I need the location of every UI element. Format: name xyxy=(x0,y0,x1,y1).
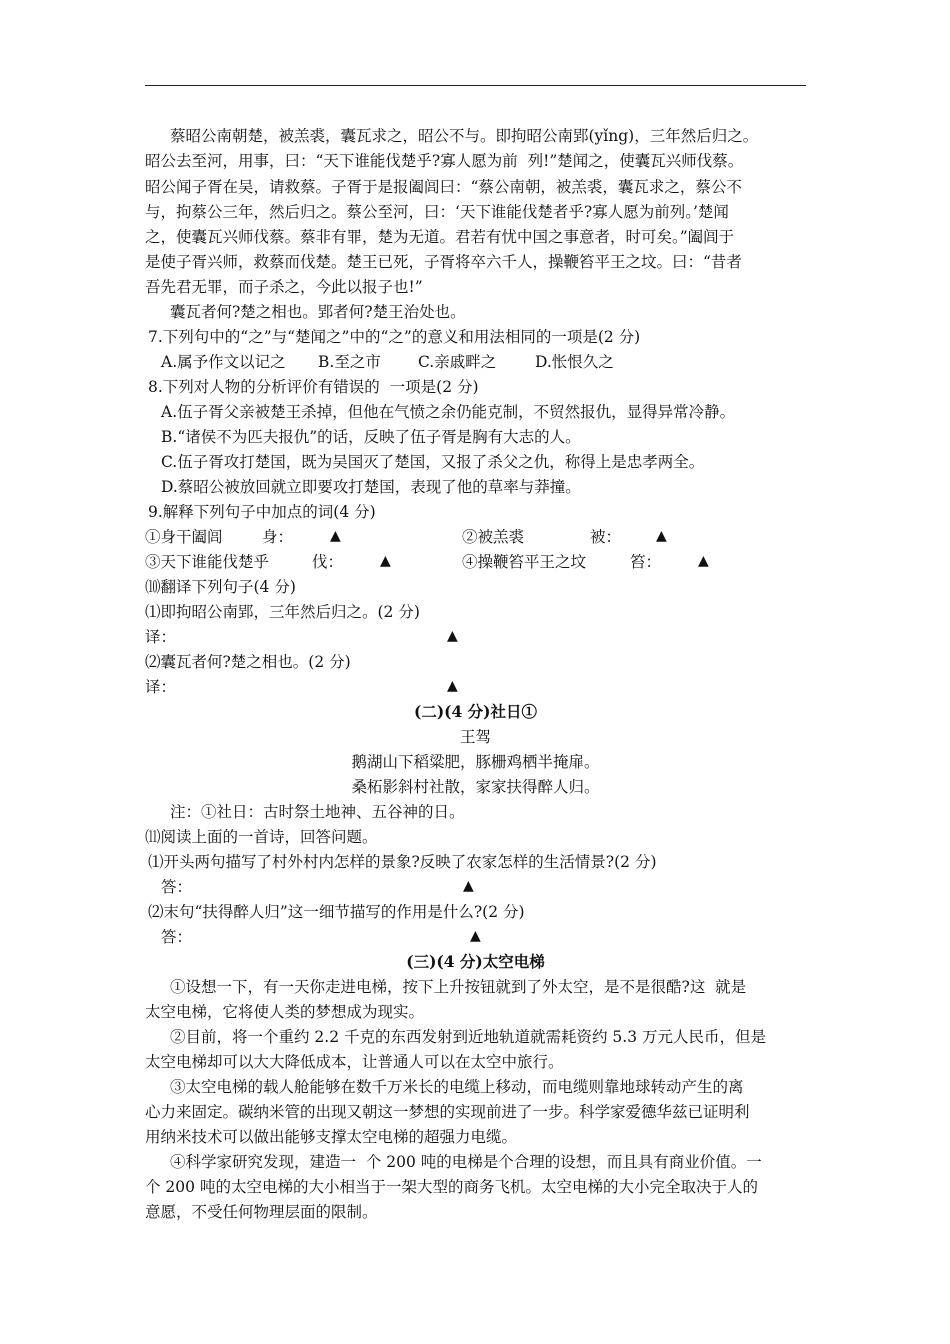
translation-label: 译： xyxy=(145,628,177,646)
q7-option-c: C.亲戚畔之 xyxy=(418,353,497,371)
question-10-stem: ⑽翻译下列句子(4 分) xyxy=(145,578,296,596)
answer-triangle[interactable]: ▲ xyxy=(656,528,667,544)
answer-triangle[interactable]: ▲ xyxy=(698,553,709,569)
passage1-line: 之，使囊瓦兴师伐蔡。蔡非有罪，楚为无道。君若有忧中国之事意者，时可矣。”阖闾于 xyxy=(145,228,735,246)
q8-option-a: A.伍子胥父亲被楚王杀掉，但他在气愤之余仍能克制，不贸然报仇，显得异常冷静。 xyxy=(161,403,736,421)
poem-note: 注：①社日：古时祭土地神、五谷神的日。 xyxy=(170,803,465,821)
q7-option-b: B.至之市 xyxy=(318,353,381,371)
passage3-line: ①设想一下，有一天你走进电梯，按下上升按钮就到了外太空，是不是很酷?这 就是 xyxy=(170,978,747,996)
q11-sub-2: ⑵末句“扶得醉人归”这一细节描写的作用是什么?(2 分) xyxy=(148,903,525,921)
translation-label: 译： xyxy=(145,678,177,696)
answer-triangle[interactable]: ▲ xyxy=(330,528,341,544)
passage3-line: ②目前，将一个重约 2.2 千克的东西发射到近地轨道就需耗资约 5.3 万元人民币，但是 xyxy=(170,1028,767,1046)
answer-triangle[interactable]: ▲ xyxy=(470,928,481,944)
answer-label: 答： xyxy=(161,928,193,946)
q7-option-d: D.怅恨久之 xyxy=(535,353,614,371)
poem-author: 王驾 xyxy=(459,728,491,746)
answer-label: 答： xyxy=(161,878,193,896)
passage3-line: 心力来固定。碳纳米管的出现又朝这一梦想的实现前进了一步。科学家爱德华兹已证明利 xyxy=(145,1103,750,1121)
passage1-line: 与，拘蔡公三年，然后归之。蔡公至河，曰：‘天下谁能伐楚者乎?寡人愿为前列。’楚闻 xyxy=(145,203,729,221)
passage1-line: 是使子胥兴师，救蔡而伐楚。楚王已死，子胥将卒六千人，操鞭笞平王之坟。曰：“昔者 xyxy=(145,253,742,271)
passage1-line: 昭公闻子胥在吴，请救蔡。子胥于是报阖闾曰：“蔡公南朝，被羔裘，囊瓦求之，蔡公不 xyxy=(145,178,742,196)
q7-option-a: A.属予作文以记之 xyxy=(161,353,286,371)
question-7-stem: 7.下列句中的“之”与“楚闻之”中的“之”的意义和用法相同的一项是(2 分) xyxy=(148,328,641,346)
passage1-line: 昭公去至河，用事，曰：“天下谁能伐楚乎?寡人愿为前 列!”楚闻之，使囊瓦兴师伐蔡。 xyxy=(145,152,744,170)
poem-heading: (二)(4 分)社日① xyxy=(413,702,538,721)
passage3-line: 太空电梯却可以大大降低成本，让普通人可以在太空中旅行。 xyxy=(145,1053,564,1071)
q8-option-b: B.“诸侯不为匹夫报仇”的话，反映了伍子胥是胸有大志的人。 xyxy=(161,428,581,446)
passage3-line: 个 200 吨的太空电梯的大小相当于一架大型的商务飞机。太空电梯的大小完全取决于人的 xyxy=(145,1178,758,1196)
passage3-heading: (三)(4 分)太空电梯 xyxy=(406,952,545,971)
q9-item-1: ①身干阖闾 xyxy=(145,528,223,546)
passage3-line: 太空电梯，它将使人类的梦想成为现实。 xyxy=(145,1003,425,1021)
header-rule xyxy=(145,85,806,86)
q8-option-c: C.伍子胥攻打楚国，既为吴国灭了楚国，又报了杀父之仇，称得上是忠孝两全。 xyxy=(161,453,705,471)
q10-sentence-2: ⑵囊瓦者何?楚之相也。(2 分) xyxy=(145,653,351,671)
answer-triangle[interactable]: ▲ xyxy=(447,678,458,694)
answer-triangle[interactable]: ▲ xyxy=(463,878,474,894)
q11-sub-1: ⑴开头两句描写了村外村内怎样的景象?反映了农家怎样的生活情景?(2 分) xyxy=(148,853,657,871)
passage1-line: 囊瓦者何?楚之相也。郢者何?楚王治处也。 xyxy=(170,303,466,321)
question-8-stem: 8.下列对人物的分析评价有错误的 一项是(2 分) xyxy=(148,378,479,396)
q10-sentence-1: ⑴即拘昭公南郢，三年然后归之。(2 分) xyxy=(145,603,420,621)
passage3-line: ④科学家研究发现，建造一 个 200 吨的电梯是个合理的设想，而且具有商业价值。一 xyxy=(170,1153,762,1171)
question-9-stem: 9.解释下列句子中加点的词(4 分) xyxy=(148,503,376,521)
question-11-stem: ⑾阅读上面的一首诗，回答问题。 xyxy=(145,828,378,846)
q9-item-4-word: 笞： xyxy=(630,553,662,571)
q9-item-1-word: 身： xyxy=(262,528,294,546)
q9-item-4: ④操鞭笞平王之坟 xyxy=(462,553,587,571)
answer-triangle[interactable]: ▲ xyxy=(447,628,458,644)
passage3-line: 意愿，不受任何物理层面的限制。 xyxy=(145,1203,378,1221)
passage1-line: 吾先君无罪，而子杀之，今此以报子也!” xyxy=(145,278,423,296)
passage3-line: ③太空电梯的载人舱能够在数千万米长的电缆上移动，而电缆则靠地球转动产生的离 xyxy=(170,1078,744,1096)
q9-item-2: ②被羔裘 xyxy=(462,528,525,546)
poem-line: 桑柘影斜村社散，家家扶得醉人归。 xyxy=(351,778,600,796)
q9-item-3-word: 伐： xyxy=(312,553,344,571)
passage3-line: 用纳米技术可以做出能够支撑太空电梯的超强力电缆。 xyxy=(145,1128,518,1146)
q8-option-d: D.蔡昭公被放回就立即要攻打楚国，表现了他的草率与莽撞。 xyxy=(161,478,581,496)
passage1-line: 蔡昭公南朝楚，被羔裘，囊瓦求之，昭公不与。即拘昭公南郢(yǐng)，三年然后归之。 xyxy=(170,127,759,145)
answer-triangle[interactable]: ▲ xyxy=(380,553,391,569)
q9-item-3: ③天下谁能伐楚乎 xyxy=(145,553,270,571)
q9-item-2-word: 被： xyxy=(590,528,622,546)
poem-line: 鹅湖山下稻粱肥，豚栅鸡栖半掩扉。 xyxy=(351,753,600,771)
